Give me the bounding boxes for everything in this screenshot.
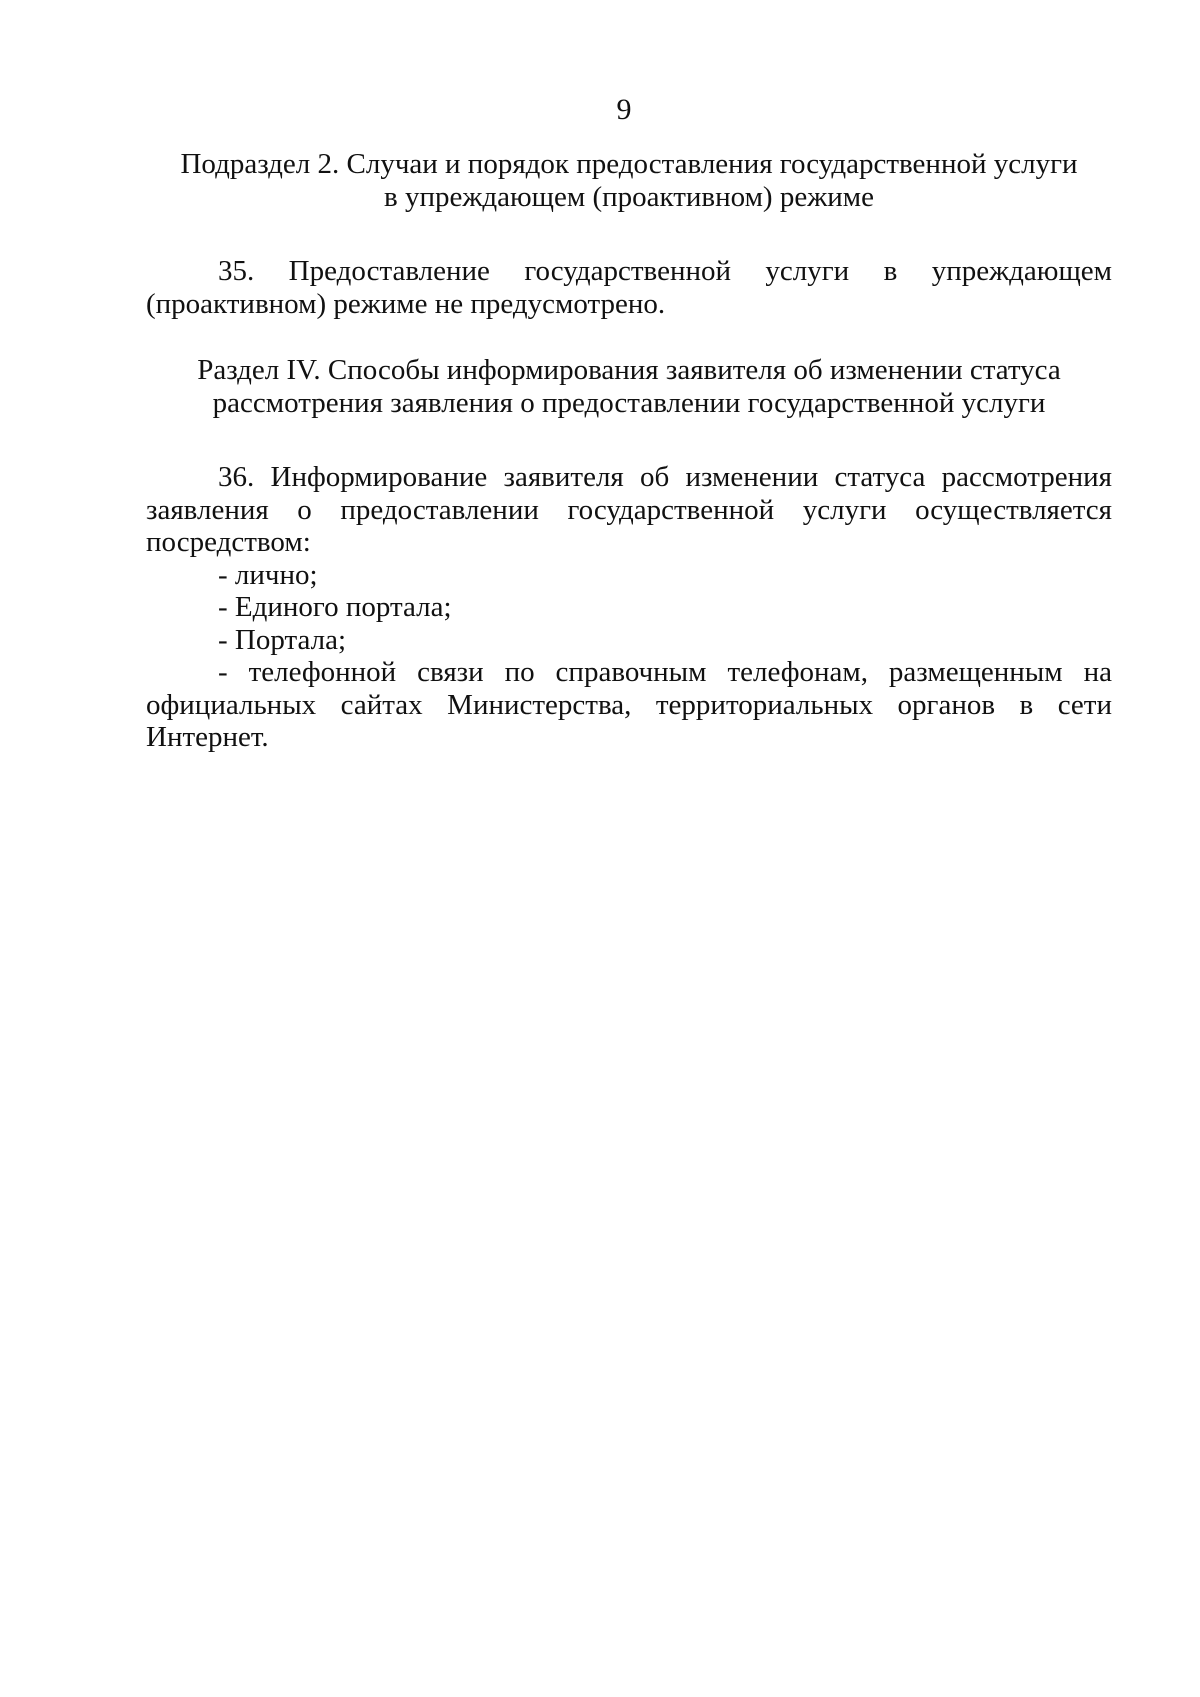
spacer	[146, 419, 1112, 461]
document-body	[146, 148, 1112, 754]
section-heading	[146, 354, 1112, 419]
subsection-heading-line-2: в упреждающем (проактивном) режиме	[384, 180, 874, 213]
spacer	[146, 320, 1112, 354]
list-item-in-person: - лично;	[218, 558, 318, 591]
subsection-heading	[146, 148, 1112, 213]
subsection-heading-line-1: Подраздел 2. Случаи и порядок предоставления государственной услуги	[180, 148, 1078, 180]
section-heading-line-2: рассмотрения заявления о предоставлении государственной услуги	[212, 386, 1046, 419]
list-item-portal: - Портала;	[218, 623, 347, 656]
paragraph-35: 35. Предоставление государственной услуги в упреждающем (проактивном) режиме не предусмотрено.	[146, 255, 1112, 320]
page-number: 9	[616, 93, 632, 126]
spacer	[146, 213, 1112, 255]
list-item-unified-portal: - Единого портала;	[218, 591, 452, 623]
paragraph-36-intro: 36. Информирование заявителя об изменении статуса рассмотрения заявления о предоставлении государственной услуги осуществляется посредством:	[146, 461, 1112, 558]
list-item-telephone: - телефонной связи по справочным телефонам, размещенным на официальных сайтах Министерства, территориальных органов в сети Интернет.	[146, 656, 1112, 753]
section-heading-line-1: Раздел IV. Способы информирования заявителя об изменении статуса	[197, 354, 1061, 386]
